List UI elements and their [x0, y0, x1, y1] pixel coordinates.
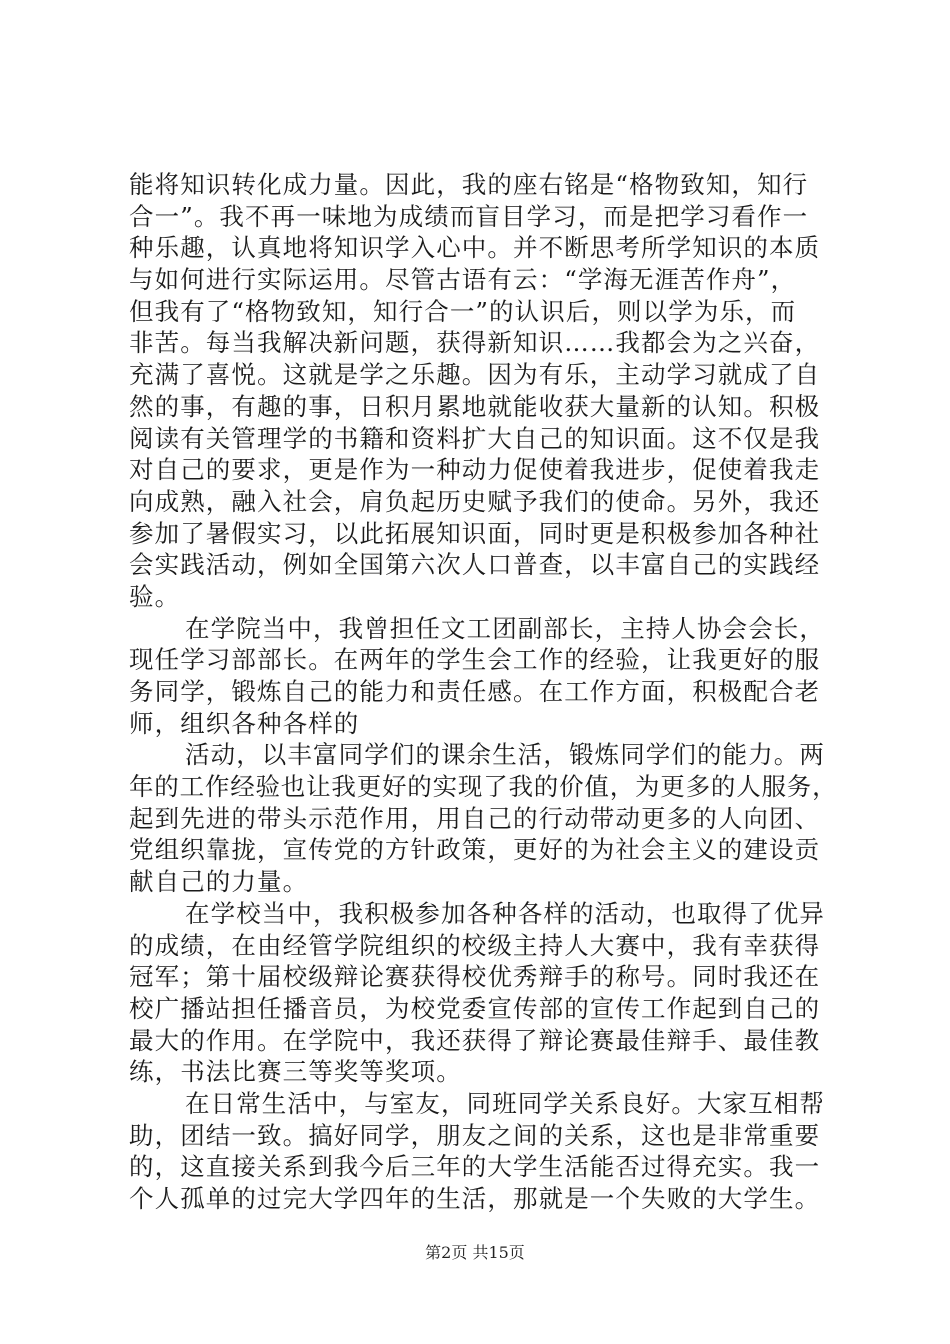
text-line: 非苦。每当我解决新问题，获得新知识……我都会为之兴奋， — [129, 328, 821, 358]
text-line: 充满了喜悦。这就是学之乐趣。因为有乐，主动学习就成了自 — [129, 360, 821, 390]
page-footer: 第2页 共15页 — [425, 1243, 525, 1262]
text-line: 最大的作用。在学院中，我还获得了辩论赛最佳辩手、最佳教 — [129, 1025, 821, 1055]
text-line: 的，这直接关系到我今后三年的大学生活能否过得充实。我一 — [129, 1152, 821, 1182]
text-line: 活动，以丰富同学们的课余生活，锻炼同学们的能力。两 — [185, 740, 825, 770]
text-line: 练，书法比赛三等奖等奖项。 — [129, 1057, 462, 1087]
text-line: 能将知识转化成力量。因此，我的座右铭是“格物致知，知行 — [129, 170, 809, 199]
text-line: 助，团结一致。搞好同学，朋友之间的关系，这也是非常重要 — [129, 1120, 821, 1150]
text-line: 参加了暑假实习，以此拓展知识面，同时更是积极参加各种社 — [129, 518, 821, 548]
text-line: 与如何进行实际运用。尽管古语有云：“学海无涯苦作舟”， — [129, 265, 797, 295]
text-line: 验。 — [129, 581, 181, 611]
text-line: 起到先进的带头示范作用，用自己的行动带动更多的人向团、 — [129, 803, 821, 833]
text-line: 师，组织各种各样的 — [129, 708, 360, 738]
text-line: 冠军；第十届校级辩论赛获得校优秀辩手的称号。同时我还在 — [129, 962, 821, 992]
text-line: 党组织靠拢，宣传党的方针政策，更好的为社会主义的建设贡 — [129, 835, 821, 865]
text-line: 在学院当中，我曾担任文工团副部长，主持人协会会长， — [185, 613, 825, 643]
text-line: 校广播站担任播音员，为校党委宣传部的宣传工作起到自己的 — [129, 993, 821, 1023]
text-line: 在学校当中，我积极参加各种各样的活动，也取得了优异 — [185, 898, 825, 928]
text-line: 但我有了“格物致知，知行合一”的认识后，则以学为乐，而 — [129, 296, 797, 326]
text-line: 会实践活动，例如全国第六次人口普查，以丰富自己的实践经 — [129, 550, 821, 580]
body-text — [129, 169, 838, 1215]
text-line: 阅读有关管理学的书籍和资料扩大自己的知识面。这不仅是我 — [129, 423, 821, 453]
text-line: 个人孤单的过完大学四年的生活，那就是一个失败的大学生。 — [129, 1184, 821, 1213]
text-line: 献自己的力量。 — [129, 867, 309, 897]
text-line: 向成熟，融入社会，肩负起历史赋予我们的使命。另外，我还 — [129, 486, 821, 516]
text-line: 合一”。我不再一味地为成绩而盲目学习，而是把学习看作一 — [129, 201, 809, 231]
text-line: 现任学习部部长。在两年的学生会工作的经验，让我更好的服 — [129, 645, 821, 675]
text-line: 对自己的要求，更是作为一种动力促使着我进步，促使着我走 — [129, 455, 821, 485]
text-line: 然的事，有趣的事，日积月累地就能收获大量新的认知。积极 — [129, 391, 821, 421]
text-line: 种乐趣，认真地将知识学入心中。并不断思考所学知识的本质 — [129, 233, 821, 263]
text-line: 务同学，锻炼自己的能力和责任感。在工作方面，积极配合老 — [129, 677, 821, 706]
text-line: 在日常生活中，与室友，同班同学关系良好。大家互相帮 — [185, 1088, 825, 1118]
text-line: 年的工作经验也让我更好的实现了我的价值，为更多的人服务， — [129, 772, 838, 802]
text-line: 的成绩，在由经管学院组织的校级主持人大赛中，我有幸获得 — [129, 930, 821, 960]
